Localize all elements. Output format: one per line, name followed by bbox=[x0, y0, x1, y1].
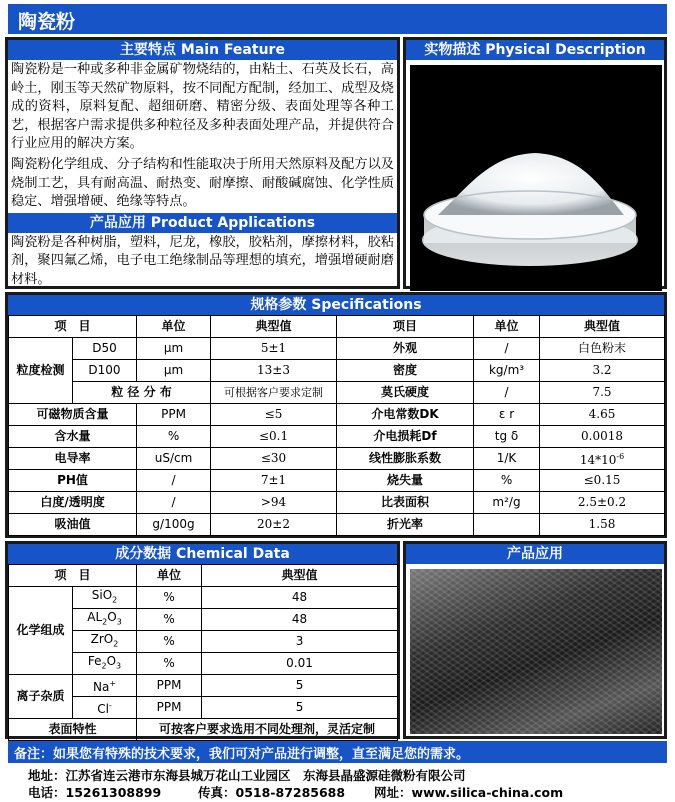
main-feature-panel bbox=[5, 37, 400, 289]
product-application-panel bbox=[403, 541, 667, 739]
main-feature-text-1: 陶瓷粉是一种或多种非金属矿物烧结的，由粘土、石英及长石，高岭土，刚玉等天然矿物原料，按不同配方配制，经加工、成型及烧成的资料，原料复配、超细研磨、精密分级、表面处理等各种工艺，根据客户需求提供多种粒径及多种表面处理产品，并提供符合行业应用的解决方案。 bbox=[11, 62, 394, 152]
table-row: Cl- PPM 5 bbox=[9, 697, 398, 719]
website-link[interactable]: www.silica-china.com bbox=[411, 785, 564, 800]
table-row: 可磁物质含量 PPM ≤5 介电常数DK ε r 4.65 bbox=[9, 404, 665, 426]
fax-number: 0518-87285688 bbox=[235, 785, 346, 800]
table-row: D100 μm 13±3 密度 kg/m³ 3.2 bbox=[9, 360, 665, 382]
product-application-header: 产品应用 Product Applications bbox=[8, 213, 397, 233]
specifications-header: 规格参数 Specifications bbox=[8, 295, 664, 315]
product-application-image-header: 产品应用 bbox=[406, 544, 664, 564]
specifications-panel bbox=[5, 292, 667, 538]
table-row: 项 目 单位 典型值 项目 单位 典型值 bbox=[9, 316, 665, 338]
remark-bar bbox=[8, 741, 667, 763]
physical-description-header: 实物描述 Physical Description bbox=[406, 40, 664, 60]
specifications-table bbox=[8, 315, 665, 536]
phone-number: 15261308899 bbox=[65, 785, 162, 800]
powder-photo bbox=[410, 65, 662, 291]
chemical-data-panel bbox=[5, 541, 400, 739]
physical-description-panel bbox=[403, 37, 667, 289]
table-row: 化学组成 SiO$_2$ % 48 bbox=[9, 587, 398, 609]
table-row: $Fe_2O_3$ % 0.01 bbox=[9, 653, 398, 675]
remark-text: 备注：如果您有特殊的技术要求，我们可对产品进行调整，直至满足您的需求。 bbox=[14, 747, 470, 762]
table-row: 白度/透明度 / >94 比表面积 m²/g 2.5±0.2 bbox=[9, 492, 665, 514]
main-feature-header: 主要特点 Main Feature bbox=[8, 40, 397, 60]
table-row: 粒 径 分 布 可根据客户要求定制 莫氏硬度 / 7.5 bbox=[9, 382, 665, 404]
footer-address: 地址：江苏省连云港市东海县城万花山工业园区 东海县晶盛源硅微粉有限公司 bbox=[28, 768, 466, 783]
chemical-data-table bbox=[8, 564, 398, 741]
table-row: PH值 / 7±1 烧失量 % ≤0.15 bbox=[9, 470, 665, 492]
product-application-text: 陶瓷粉是各种树脂，塑料，尼龙，橡胶，胶粘剂，摩擦材料，胶粘剂，聚四氟乙烯，电子电工绝缘制品等理想的填充，增强增硬耐磨材料。 bbox=[11, 234, 394, 287]
main-feature-text-2: 陶瓷粉化学组成、分子结构和性能取决于所用天然原料及配方以及烧制工艺，具有耐高温、耐热变、耐摩擦、耐酸碱腐蚀、化学性质稳定、增强增硬、绝缘等特点。 bbox=[11, 156, 394, 210]
table-row: 电导率 uS/cm ≤30 线性膨胀系数 1/K $14*10^{-6}$ bbox=[9, 448, 665, 470]
table-row: ZrO$_2$ % 3 bbox=[9, 631, 398, 653]
table-row: 粒度检测 D50 μm 5±1 外观 / 白色粉末 bbox=[9, 338, 665, 360]
page-title: 陶瓷粉 bbox=[18, 11, 76, 33]
table-row: 表面特性 可按客户要求选用不同处理剂，灵活定制 bbox=[9, 719, 398, 741]
table-row: 项 目 单位 典型值 bbox=[9, 565, 398, 587]
fabric-image bbox=[410, 569, 662, 734]
page-title-bar bbox=[8, 4, 667, 34]
table-row: 吸油值 g/100g 20±2 折光率 1.58 bbox=[9, 514, 665, 536]
footer-contact: 电话：15261308899 传真：0518-87285688 网址：www.silica-china.com bbox=[28, 785, 564, 800]
table-row: 含水量 % ≤0.1 介电损耗Df tg δ 0.0018 bbox=[9, 426, 665, 448]
chemical-data-header: 成分数据 Chemical Data bbox=[8, 544, 397, 564]
powder-dish-image bbox=[410, 65, 662, 291]
table-row: 离子杂质 Na+ PPM 5 bbox=[9, 675, 398, 697]
table-row: $AL_2O_3$ % 48 bbox=[9, 609, 398, 631]
